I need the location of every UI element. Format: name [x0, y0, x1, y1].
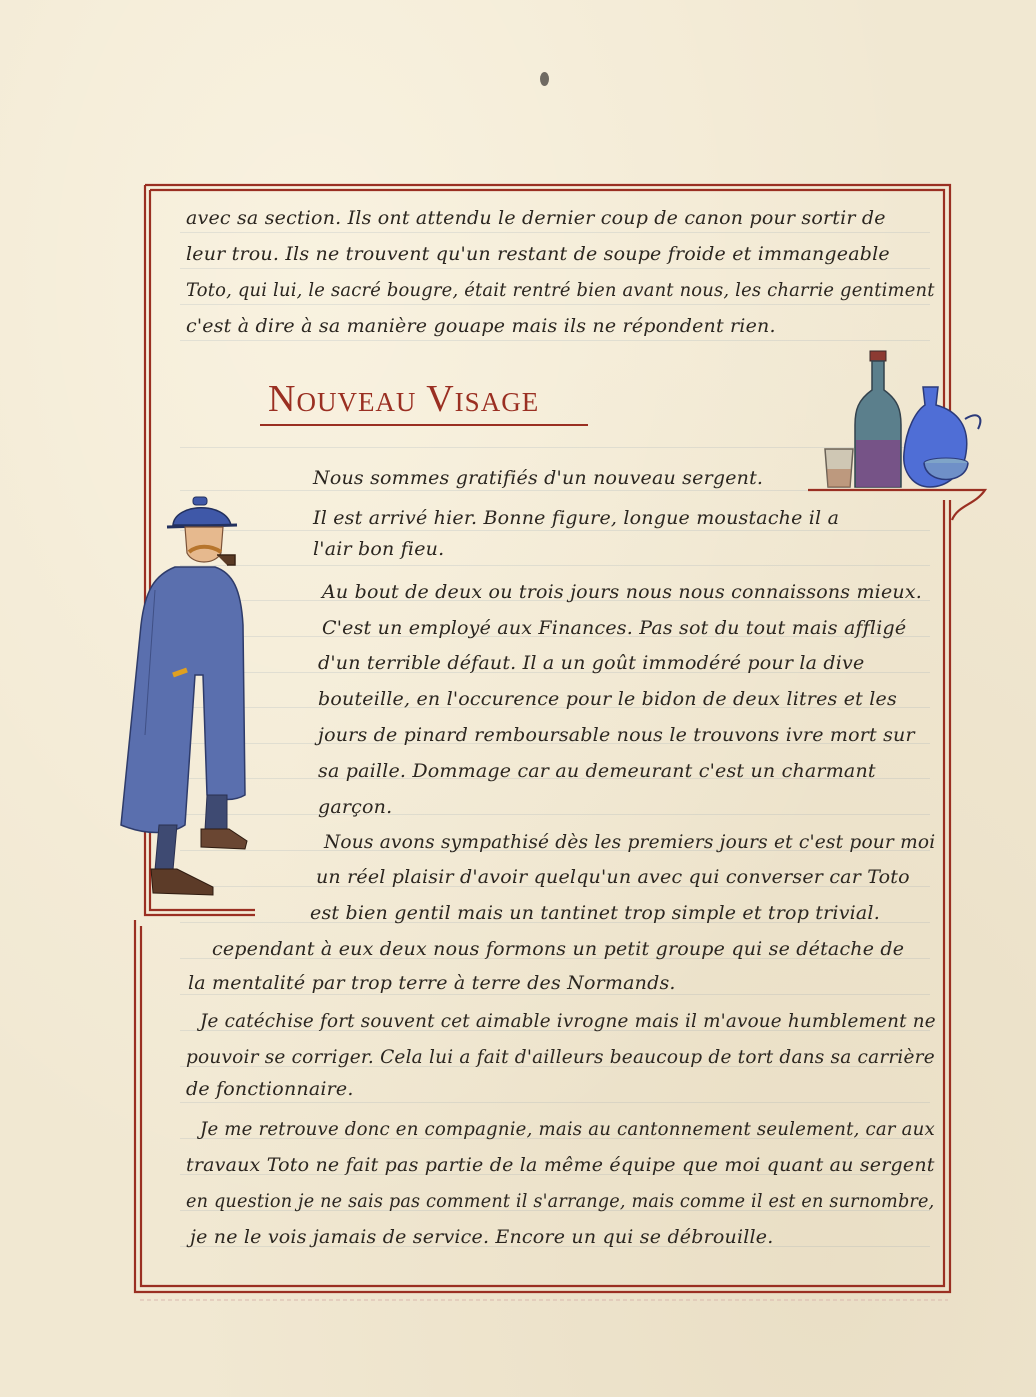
body-line: bouteille, en l'occurence pour le bidon de deux litres et les: [318, 688, 897, 710]
body-line: un réel plaisir d'avoir quelqu'un avec qui converser car Toto: [316, 866, 910, 888]
body-line: de fonctionnaire.: [186, 1078, 354, 1100]
bottles-drawing: [818, 345, 988, 495]
body-line: en question je ne sais pas comment il s'arrange, mais comme il est en surnombre,: [186, 1190, 935, 1212]
title-underline: [260, 424, 588, 426]
body-line: Nous avons sympathisé dès les premiers jours et c'est pour moi: [324, 831, 936, 853]
intro-line: avec sa section. Ils ont attendu le dernier coup de canon pour sortir de: [186, 207, 886, 229]
body-line: pouvoir se corriger. Cela lui a fait d'ailleurs beaucoup de tort dans sa carrière: [186, 1046, 935, 1068]
body-line: Nous sommes gratifiés d'un nouveau sergent.: [313, 467, 764, 489]
body-line: la mentalité par trop terre à terre des Normands.: [188, 972, 676, 994]
body-line: je ne le vois jamais de service. Encore un qui se débrouille.: [190, 1226, 774, 1248]
body-line: d'un terrible défaut. Il a un goût immodéré pour la dive: [318, 652, 865, 674]
intro-line: Toto, qui lui, le sacré bougre, était rentré bien avant nous, les charrie gentiment: [186, 279, 935, 301]
body-line: Il est arrivé hier. Bonne figure, longue moustache il a: [313, 507, 840, 529]
intro-line: leur trou. Ils ne trouvent qu'un restant de soupe froide et immangeable: [186, 243, 890, 265]
body-line: cependant à eux deux nous formons un petit groupe qui se détache de: [212, 938, 905, 960]
body-line: garçon.: [318, 796, 393, 818]
body-line: Au bout de deux ou trois jours nous nous connaissons mieux.: [322, 581, 922, 603]
soldier-drawing: [115, 495, 265, 905]
body-line: C'est un employé aux Finances. Pas sot du tout mais affligé: [322, 617, 907, 639]
body-line: l'air bon fieu.: [313, 538, 445, 560]
body-line: Je catéchise fort souvent cet aimable ivrogne mais il m'avoue humblement ne: [200, 1010, 936, 1032]
body-line: Je me retrouve donc en compagnie, mais au cantonnement seulement, car aux: [200, 1118, 935, 1140]
body-line: travaux Toto ne fait pas partie de la même équipe que moi quant au sergent: [186, 1154, 935, 1176]
body-line: jours de pinard remboursable nous le trouvons ivre mort sur: [318, 724, 915, 746]
body-line: sa paille. Dommage car au demeurant c'est un charmant: [318, 760, 876, 782]
intro-line: c'est à dire à sa manière gouape mais ils ne répondent rien.: [186, 315, 776, 337]
body-line: est bien gentil mais un tantinet trop simple et trop trivial.: [310, 902, 880, 924]
section-title: Nouveau Visage: [268, 378, 540, 420]
